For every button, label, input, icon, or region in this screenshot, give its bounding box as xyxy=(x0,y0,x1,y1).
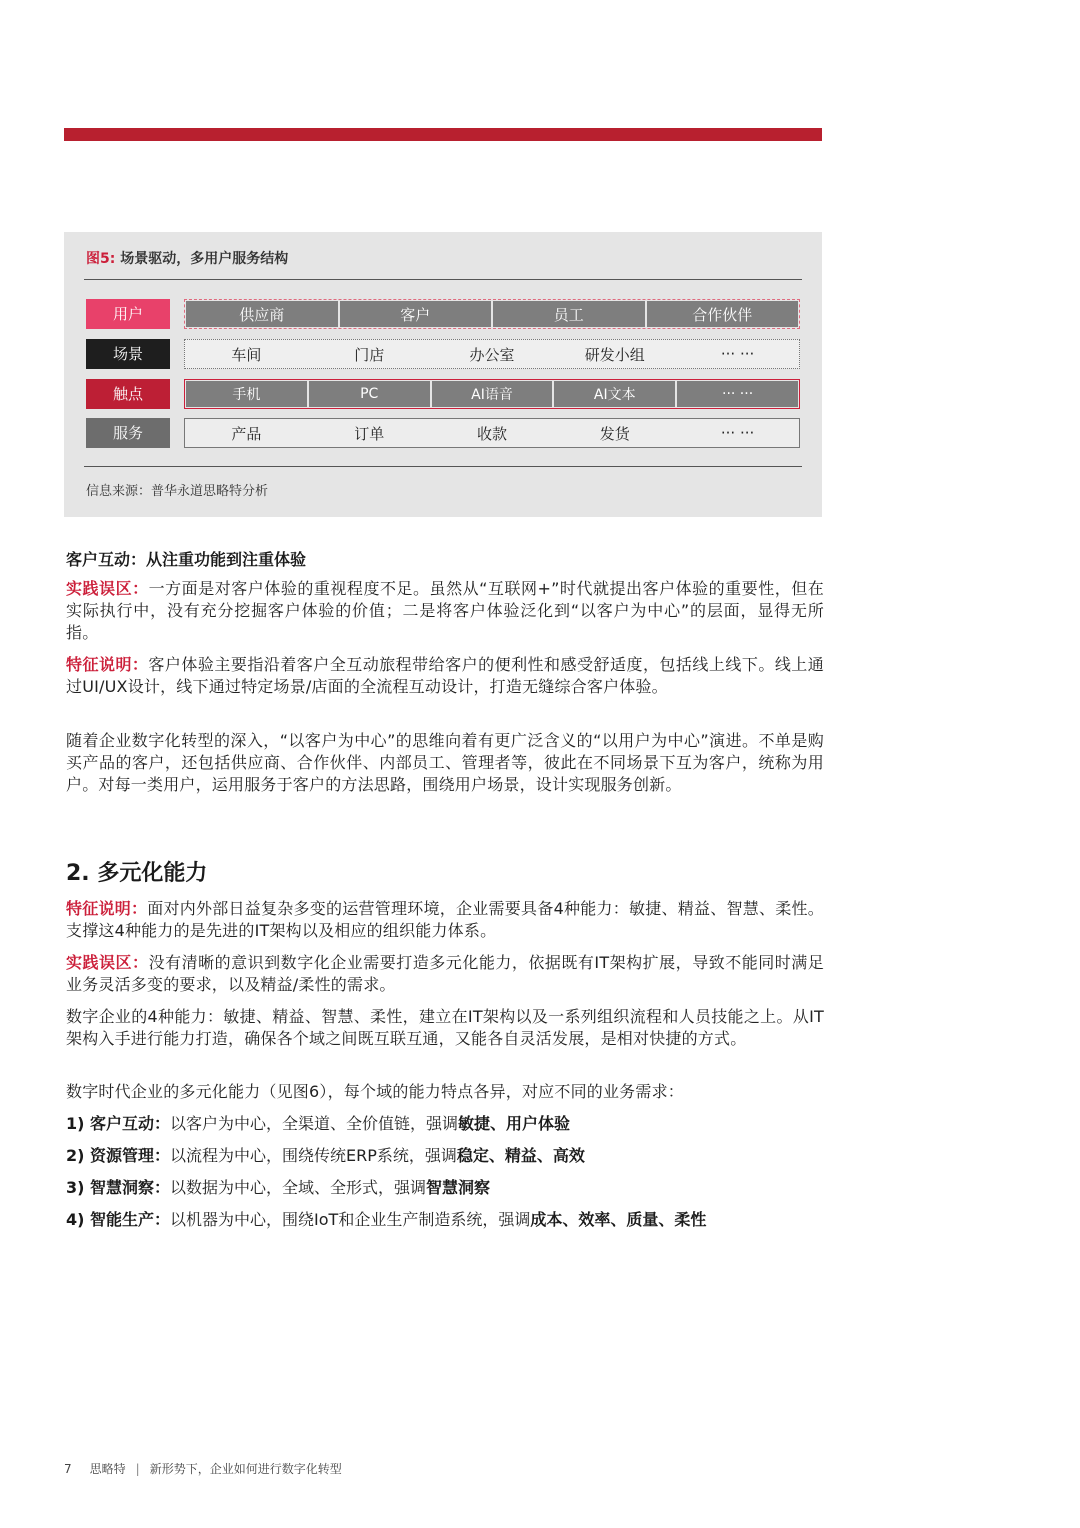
list-item-emphasis: 敏捷、用户体验 xyxy=(458,1114,571,1133)
list-item-text: 以流程为中心，围绕传统ERP系统，强调 xyxy=(170,1146,457,1165)
row-label: 场景 xyxy=(86,339,170,369)
list-item-label: 4) 智能生产： xyxy=(66,1210,171,1229)
list-item-label: 2) 资源管理： xyxy=(66,1146,171,1165)
row-cell: 门店 xyxy=(354,345,385,364)
paragraph-practice-pitfall-1 xyxy=(66,578,824,644)
row-cell: 员工 xyxy=(493,301,645,327)
paragraph-label: 实践误区： xyxy=(66,953,149,972)
row-cell: 手机 xyxy=(186,381,307,407)
paragraph-four-capabilities: 数字企业的4种能力：敏捷、精益、智慧、柔性，建立在IT架构以及一系列组织流程和人员技能之上。从IT架构入手进行能力打造，确保各个域之间既互联互通，又能各自灵活发展，是相对快捷的方式。 xyxy=(66,1007,824,1048)
paragraph-text: 客户体验主要指沿着客户全互动旅程带给客户的便利性和感受舒适度，包括线上线下。线上通过UI/UX设计，线下通过特定场景/店面的全流程互动设计，打造无缝综合客户体验。 xyxy=(66,655,824,696)
list-item xyxy=(66,1177,490,1199)
list-item-text: 以数据为中心，全域、全形式，强调 xyxy=(170,1178,427,1197)
row-cell: 发货 xyxy=(599,424,630,443)
paragraph-feature-1 xyxy=(66,654,824,698)
row-cell: 合作伙伴 xyxy=(647,301,799,327)
footer-separator: | xyxy=(135,1462,140,1476)
row-label: 服务 xyxy=(86,418,170,448)
paragraph-text: 面对内外部日益复杂多变的运营管理环境，企业需要具备4种能力：敏捷、精益、智慧、柔性。支撑这4种能力的是先进的IT架构以及相应的组织能力体系。 xyxy=(66,899,824,940)
row-cell: AI文本 xyxy=(554,381,675,407)
list-item-emphasis: 稳定、精益、高效 xyxy=(456,1146,585,1165)
paragraph-domain-intro: 数字时代企业的多元化能力（见图6），每个域的能力特点各异，对应不同的业务需求： xyxy=(66,1082,684,1101)
list-item-label: 1) 客户互动： xyxy=(66,1114,171,1133)
row-cell: ··· ··· xyxy=(677,381,798,407)
list-item-text: 以客户为中心，全渠道、全价值链，强调 xyxy=(170,1114,459,1133)
figure-source: 信息来源：普华永道思略特分析 xyxy=(86,484,269,499)
row-cell: 收款 xyxy=(476,424,507,443)
row-cell: ··· ··· xyxy=(720,424,755,442)
paragraph-practice-pitfall-2 xyxy=(66,952,824,996)
figure-title-text: 场景驱动，多用户服务结构 xyxy=(120,251,289,267)
list-item-text: 以机器为中心，围绕IoT和企业生产制造系统，强调 xyxy=(170,1210,531,1229)
row-cell: 办公室 xyxy=(469,345,515,364)
paragraph-label: 特征说明： xyxy=(66,655,149,674)
figure-number: 图5: xyxy=(86,251,116,267)
row-cells xyxy=(184,299,800,329)
list-item xyxy=(66,1113,570,1135)
list-item xyxy=(66,1145,585,1167)
row-cell: AI语音 xyxy=(432,381,553,407)
figure-top-rule xyxy=(84,279,802,280)
figure-row-scene xyxy=(86,339,802,369)
row-cell: 研发小组 xyxy=(584,345,645,364)
figure-row-user xyxy=(86,299,802,329)
list-item xyxy=(66,1209,706,1231)
figure-row-service xyxy=(86,418,802,448)
row-cell: 订单 xyxy=(354,424,385,443)
figure-row-touchpoint xyxy=(86,379,802,409)
paragraph-label: 实践误区： xyxy=(66,579,149,598)
section-subheading: 客户互动：从注重功能到注重体验 xyxy=(66,550,307,569)
row-cell: 产品 xyxy=(231,424,262,443)
row-cell: 车间 xyxy=(231,345,262,364)
list-item-emphasis: 智慧洞察 xyxy=(426,1178,491,1197)
figure-title xyxy=(86,248,288,268)
paragraph-label: 特征说明： xyxy=(66,899,148,918)
paragraph-user-centric: 随着企业数字化转型的深入，“以客户为中心”的思维向着有更广泛含义的“以用户为中心”演进。不单是购买产品的客户，还包括供应商、合作伙伴、内部员工、管理者等，彼此在不同场景下互为客户，统称为用户。对每一类用户，运用服务于客户的方法思路，围绕用户场景，设计实现服务创新。 xyxy=(66,731,824,794)
row-cell: PC xyxy=(309,381,430,407)
paragraph-text: 一方面是对客户体验的重视程度不足。虽然从“互联网+”时代就提出客户体验的重要性，但在实际执行中，没有充分挖掘客户体验的价值；二是将客户体验泛化到“以客户为中心”的层面，显得无所指。 xyxy=(66,579,824,642)
section-title: 2. 多元化能力 xyxy=(66,861,208,886)
row-label: 触点 xyxy=(86,379,170,409)
paragraph-feature-2 xyxy=(66,898,824,942)
list-item-label: 3) 智慧洞察： xyxy=(66,1178,171,1197)
figure-5 xyxy=(64,232,822,517)
row-cell: 供应商 xyxy=(186,301,338,327)
page-footer xyxy=(64,1460,342,1477)
row-cells xyxy=(184,339,800,369)
row-cell: 客户 xyxy=(340,301,492,327)
list-item-emphasis: 成本、效率、质量、柔性 xyxy=(530,1210,707,1229)
row-cells xyxy=(184,379,800,409)
footer-brand: 思略特 xyxy=(89,1462,126,1476)
top-accent-bar xyxy=(64,128,822,141)
row-cells xyxy=(184,418,800,448)
figure-bottom-rule xyxy=(84,466,802,467)
footer-title: 新形势下，企业如何进行数字化转型 xyxy=(149,1462,342,1476)
paragraph-text: 没有清晰的意识到数字化企业需要打造多元化能力，依据既有IT架构扩展，导致不能同时满足业务灵活多变的要求，以及精益/柔性的需求。 xyxy=(66,953,824,994)
page-number: 7 xyxy=(64,1462,72,1476)
row-label: 用户 xyxy=(86,299,170,329)
row-cell: ··· ··· xyxy=(720,345,755,363)
